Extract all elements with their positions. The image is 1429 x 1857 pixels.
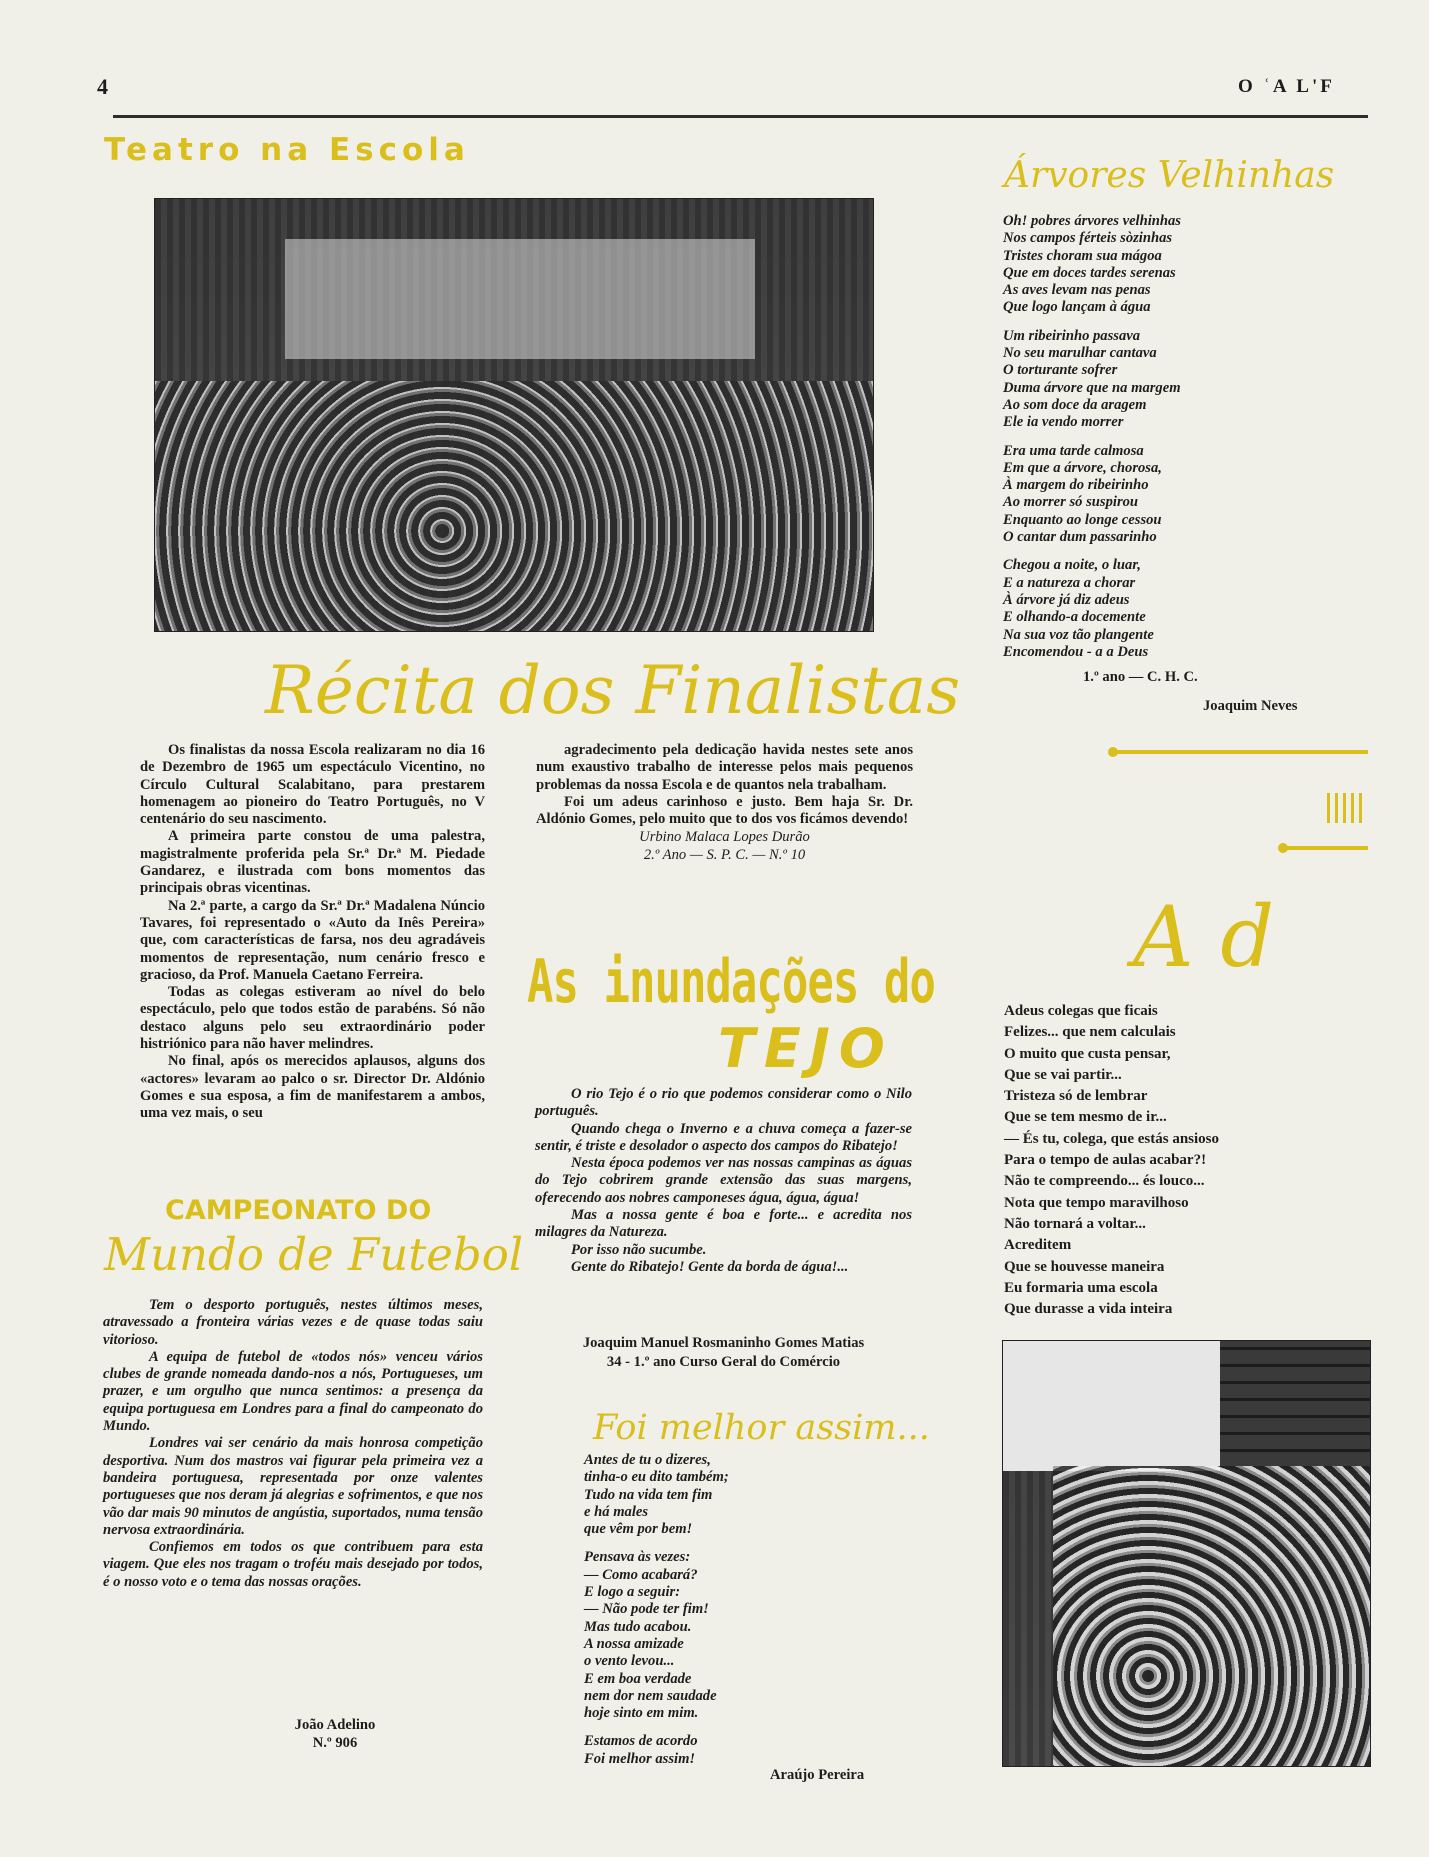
poem-line: O cantar dum passarinho [1003, 529, 1157, 546]
poem-line: hoje sinto em mim. [584, 1705, 699, 1722]
arvores-poem [1003, 213, 1181, 672]
inundacoes-body [535, 1086, 912, 1276]
arvores-credit: 1.º ano — C. H. C. [1083, 669, 1198, 685]
decorative-dot [1278, 843, 1288, 853]
poem-line: E em boa verdade [584, 1670, 692, 1687]
poem-line: O muito que custa pensar, [1004, 1045, 1171, 1062]
campeonato-number: N.º 906 [312, 1735, 358, 1751]
poem-line: Ao som doce da aragem [1003, 396, 1147, 413]
foi-melhor-title: Foi melhor assim... [593, 1408, 930, 1448]
recita-signature [536, 828, 913, 864]
recita-paragraph: A primeira parte constou de uma palestra, magistralmente proferida pela Sr.ª Dr.ª M. Piedade Gandarez, e ilustrada com bons momentos das principais obras vicentinas. [140, 828, 485, 897]
decorative-bars [1327, 793, 1367, 823]
campeonato-body [103, 1297, 483, 1591]
poem-line: Estamos de acordo [584, 1733, 698, 1750]
recita-author: Urbino Malaca Lopes Durão [639, 829, 810, 846]
poem-line: — Como acabará? [584, 1566, 698, 1583]
foi-melhor-poem [584, 1452, 729, 1779]
poem-line: que vêm por bem! [584, 1521, 693, 1538]
poem-line: Oh! pobres árvores velhinhas [1003, 213, 1181, 229]
poem-line: Para o tempo de aulas acabar?! [1004, 1152, 1207, 1169]
poem-line: Que se tem mesmo de ir... [1004, 1109, 1167, 1126]
inundacoes-paragraph: Nesta época podemos ver nas nossas campinas as águas do Tejo cobrirem grande extensão das suas margens, oferecendo aos nobres camponeses água, água, água! [535, 1155, 912, 1206]
campeonato-author: João Adelino [294, 1717, 376, 1733]
campeonato-subtitle: Mundo de Futebol [104, 1228, 524, 1281]
poem-line: Era uma tarde calmosa [1003, 442, 1144, 459]
arvores-title: Árvores Velhinhas [1004, 155, 1335, 196]
inundacoes-author: Joaquim Manuel Rosmaninho Gomes Matias [582, 1335, 865, 1351]
adeus-poem [1004, 1001, 1219, 1320]
inundacoes-paragraph: Quando chega o Inverno e a chuva começa a fazer-se sentir, é triste e desolador o aspecto dos campos do Ribatejo! [535, 1120, 912, 1154]
recita-column-1 [140, 742, 485, 1123]
poem-line: E a natureza a chorar [1003, 574, 1136, 591]
poem-line: A nossa amizade [584, 1635, 684, 1652]
recita-class: 2.º Ano — S. P. C. — N.º 10 [643, 847, 806, 864]
page-number: 4 [97, 74, 108, 99]
inundacoes-paragraph: Gente do Ribatejo! Gente da borda de água!... [571, 1258, 849, 1275]
inundacoes-signature [535, 1334, 912, 1371]
poem-stanza [1003, 213, 1181, 317]
poem-line: Felizes... que nem calculais [1004, 1024, 1176, 1041]
poem-line: Não tornará a voltar... [1004, 1215, 1146, 1232]
poem-line: Em que a árvore, chorosa, [1003, 459, 1162, 476]
campeonato-signature [240, 1716, 430, 1752]
recita-paragraph: Na 2.ª parte, a cargo da Sr.ª Dr.ª Madalena Núncio Tavares, foi representado o «Auto da Inês Pereira» que, com características de farsa, nos deu agradáveis momentos de representação, num cenário fresco e gracioso, da Prof. Manuela Caetano Ferreira. [140, 897, 485, 983]
poem-line: Um ribeirinho passava [1003, 327, 1141, 344]
poem-stanza [1003, 557, 1181, 661]
header-rule [113, 115, 1368, 118]
decorative-rule [1113, 750, 1368, 754]
poem-line: o vento levou... [584, 1653, 675, 1670]
poem-line: E logo a seguir: [584, 1584, 681, 1601]
poem-line: À margem do ribeirinho [1003, 477, 1149, 494]
poem-line: Mas tudo acabou. [584, 1618, 692, 1635]
poem-line: Tudo na vida tem fim [584, 1486, 713, 1503]
poem-stanza [584, 1452, 729, 1538]
poem-line: À árvore já diz adeus [1003, 591, 1130, 608]
campeonato-paragraph: Tem o desporto português, nestes últimos meses, atravessado a fronteira várias vezes e de quase todas saiu vitorioso. [103, 1297, 483, 1348]
poem-line: Nos campos férteis sòzinhas [1003, 230, 1173, 247]
adeus-title: A d [1133, 888, 1275, 986]
poem-stanza [584, 1549, 729, 1722]
inundacoes-title-tejo: TEJO [718, 1017, 894, 1080]
poem-line: Que se houvesse maneira [1004, 1258, 1165, 1275]
poem-line: Que durasse a vida inteira [1004, 1301, 1173, 1318]
poem-line: tinha-o eu dito também; [584, 1469, 729, 1486]
arvores-author: Joaquim Neves [1203, 698, 1298, 714]
masthead: O ʿA L'F [1238, 76, 1335, 97]
recita-paragraph: Os finalistas da nossa Escola realizaram no dia 16 de Dezembro de 1965 um espectáculo Vicentino, no Círculo Cultural Scalabitano, para prestarem homenagem ao pioneiro do Teatro Português, no V centenário do seu nascimento. [140, 742, 485, 828]
campeonato-paragraph: Londres vai ser cenário da mais honrosa competição desportiva. Num dos mastros vai figurar pela primeira vez a bandeira portuguesa, representada por onze valentes portugueses que nos deram já alegrias e sofrimentos, e que nos vão dar mais 90 minutos de angústia, suportados, numa tensão nervosa extraordinária. [103, 1435, 483, 1538]
poem-stanza [584, 1733, 729, 1768]
poem-line: Enquanto ao longe cessou [1003, 511, 1162, 528]
poem-line: Ao morrer só suspirou [1003, 494, 1139, 511]
poem-line: Antes de tu o dizeres, [584, 1452, 711, 1468]
poem-line: — És tu, colega, que estás ansioso [1004, 1130, 1220, 1147]
poem-line: E olhando-a docemente [1003, 609, 1146, 626]
poem-line: No seu marulhar cantava [1003, 345, 1157, 362]
recita-paragraph: Todas as colegas estiveram ao nível do belo espectáculo, pelo que todos estão de parabéns. Só não destaco alguns pelo seu extraordinário poder histriónico para não haver melindres. [140, 984, 485, 1053]
poem-line: Que em doces tardes serenas [1003, 264, 1176, 281]
poem-line: Acreditem [1004, 1237, 1072, 1254]
poem-line: Que logo lançam à água [1003, 299, 1151, 316]
poem-line: Encomendou - a a Deus [1003, 643, 1149, 660]
foi-melhor-author: Araújo Pereira [770, 1767, 865, 1783]
poem-line: O torturante sofrer [1003, 362, 1118, 379]
poem-line: Que se vai partir... [1004, 1066, 1122, 1083]
inundacoes-paragraph: Por isso não sucumbe. [571, 1241, 707, 1258]
campeonato-paragraph: Confiemos em todos os que contribuem para esta viagem. Que eles nos tragam o troféu mais desejado por todos, é o nosso voto e o tema das nossas orações. [103, 1539, 483, 1590]
poem-line: Eu formaria uma escola [1004, 1279, 1158, 1296]
poem-line: Não te compreendo... és louco... [1004, 1173, 1205, 1190]
poem-line: Nota que tempo maravilhoso [1004, 1194, 1189, 1211]
poem-line: As aves levam nas penas [1003, 282, 1151, 299]
recita-column-2 [536, 742, 913, 864]
recita-paragraph: Foi um adeus carinhoso e justo. Bem haja Sr. Dr. Aldónio Gomes, pelo muito que to dos vos ficámos devendo! [536, 793, 913, 828]
poem-line: Tristeza só de lembrar [1004, 1088, 1148, 1105]
inundacoes-paragraph: Mas a nossa gente é boa e forte... e acredita nos milagres da Natureza. [535, 1207, 912, 1241]
recita-paragraph: agradecimento pela dedicação havida nestes sete anos num exaustivo trabalho de interesse pelos mais pequenos problemas da nossa Escola e de quantos nela trabalham. [536, 742, 913, 793]
inundacoes-title: As inundações do [527, 948, 935, 1017]
theatre-group-photo [154, 198, 874, 632]
inundacoes-paragraph: O rio Tejo é o rio que podemos considerar como o Nilo português. [535, 1086, 912, 1120]
poem-line: Pensava às vezes: [584, 1549, 691, 1566]
inundacoes-class: 34 - 1.º ano Curso Geral do Comércio [606, 1353, 841, 1370]
poem-line: e há males [584, 1503, 649, 1520]
poem-stanza [1003, 328, 1181, 432]
poem-line: Foi melhor assim! [584, 1750, 696, 1767]
teatro-title: Teatro na Escola [104, 132, 470, 168]
recita-title: Récita dos Finalistas [265, 652, 961, 729]
poem-line: Na sua voz tão plangente [1003, 626, 1154, 643]
campeonato-paragraph: A equipa de futebol de «todos nós» venceu vários clubes de grande nomeada dando-nos a nós, Portugueses, um prazer, e um orgulho que nunca sentimos: a presença da equipa portuguesa em Londres para a final do campeonato do Mundo. [103, 1348, 483, 1435]
poem-line: Tristes choram sua mágoa [1003, 247, 1162, 264]
poem-line: Chegou a noite, o luar, [1003, 557, 1141, 574]
poem-line: Duma árvore que na margem [1003, 379, 1181, 396]
poem-line: Adeus colegas que ficais [1004, 1003, 1158, 1019]
recita-paragraph: No final, após os merecidos aplausos, alguns dos «actores» levaram ao palco o sr. Director Dr. Aldónio Gomes e sua esposa, a fim de manifestarem a ambos, uma vez mais, o seu [140, 1053, 485, 1122]
poem-stanza [1003, 443, 1181, 547]
class-group-photo [1002, 1340, 1371, 1767]
poem-line: — Não pode ter fim! [584, 1601, 709, 1618]
decorative-rule [1283, 846, 1368, 850]
poem-line: Ele ia vendo morrer [1003, 414, 1124, 431]
decorative-dot [1108, 747, 1118, 757]
campeonato-title: CAMPEONATO DO [165, 1195, 432, 1226]
poem-line: nem dor nem saudade [584, 1687, 717, 1704]
